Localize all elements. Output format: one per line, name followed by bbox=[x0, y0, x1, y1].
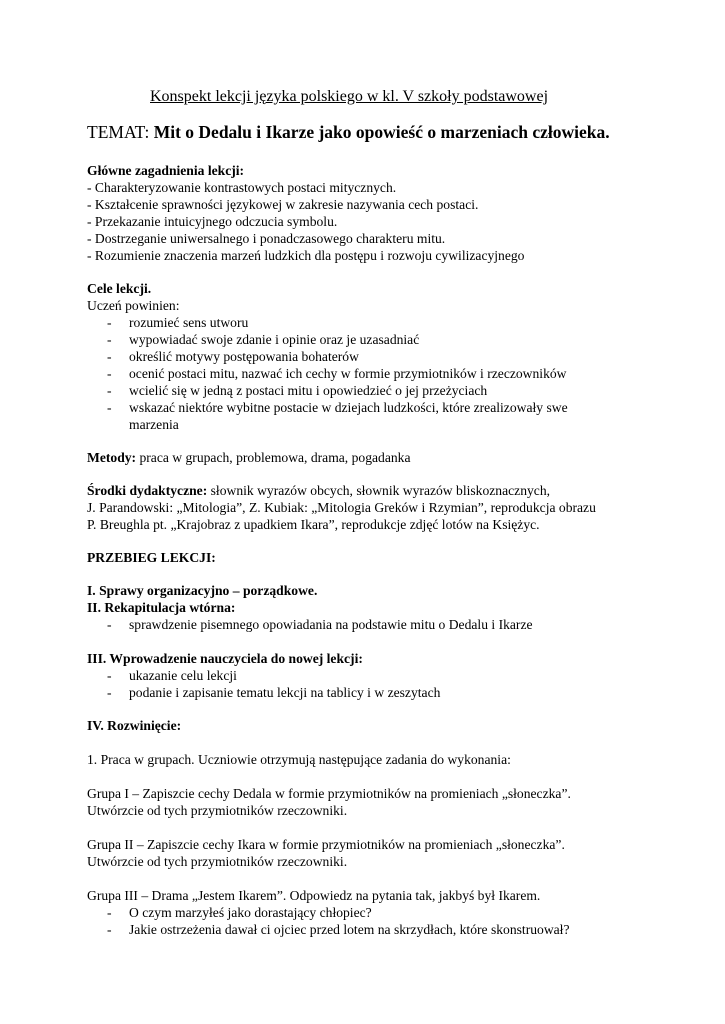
bullet-dash: - bbox=[107, 315, 112, 330]
aids-line-1 bbox=[87, 482, 550, 499]
page-title: Konspekt lekcji języka polskiego w kl. V szkoły podstawowej bbox=[150, 88, 549, 105]
goals-intro: Uczeń powinien: bbox=[87, 298, 180, 313]
main-issue-item: - Charakteryzowanie kontrastowych postaci mitycznych. bbox=[87, 180, 397, 195]
main-issue-item: - Rozumienie znaczenia marzeń ludzkich dla postępu i rozwoju cywilizacyjnego bbox=[87, 248, 525, 263]
goal-item: ocenić postaci mitu, nazwać ich cechy w formie przymiotników i rzeczowników bbox=[129, 366, 567, 381]
bullet-dash: - bbox=[107, 617, 112, 632]
bullet-dash: - bbox=[107, 922, 112, 937]
section-2-heading: II. Rekapitulacja wtórna: bbox=[87, 600, 236, 615]
bullet-dash: - bbox=[107, 400, 112, 415]
lesson-topic bbox=[87, 124, 610, 141]
methods-line bbox=[87, 449, 410, 466]
group-3-question: O czym marzyłeś jako dorastający chłopiec? bbox=[129, 905, 372, 920]
bullet-dash: - bbox=[107, 332, 112, 347]
bullet-dash: - bbox=[107, 366, 112, 381]
section-3-item: podanie i zapisanie tematu lekcji na tablicy i w zeszytach bbox=[129, 685, 441, 700]
goal-item: wskazać niektóre wybitne postacie w dziejach ludzkości, które zrealizowały swe bbox=[129, 400, 568, 415]
course-heading: PRZEBIEG LEKCJI: bbox=[87, 550, 216, 565]
goal-item: wcielić się w jedną z postaci mitu i opowiedzieć o jej przeżyciach bbox=[129, 383, 488, 398]
section-3-item: ukazanie celu lekcji bbox=[129, 668, 237, 683]
bullet-dash: - bbox=[107, 349, 112, 364]
group-1-task-cont: Utwórzcie od tych przymiotników rzeczowniki. bbox=[87, 803, 348, 818]
section-2-item: sprawdzenie pisemnego opowiadania na podstawie mitu o Dedalu i Ikarze bbox=[129, 617, 533, 632]
section-1-heading: I. Sprawy organizacyjno – porządkowe. bbox=[87, 583, 318, 598]
main-issue-item: - Przekazanie intuicyjnego odczucia symbolu. bbox=[87, 214, 338, 229]
topic-text: Mit o Dedalu i Ikarze jako opowieść o marzeniach człowieka. bbox=[153, 122, 610, 142]
goals-heading: Cele lekcji. bbox=[87, 281, 152, 296]
section-4-heading: IV. Rozwinięcie: bbox=[87, 718, 182, 733]
goal-item-continuation: marzenia bbox=[129, 417, 179, 432]
methods-text: praca w grupach, problemowa, drama, pogadanka bbox=[136, 450, 411, 465]
main-issue-item: - Kształcenie sprawności językowej w zakresie nazywania cech postaci. bbox=[87, 197, 479, 212]
group-3-task: Grupa III – Drama „Jestem Ikarem”. Odpowiedz na pytania tak, jakbyś był Ikarem. bbox=[87, 888, 541, 903]
main-issues-heading: Główne zagadnienia lekcji: bbox=[87, 163, 245, 178]
group-1-task: Grupa I – Zapiszcie cechy Dedala w formie przymiotników na promieniach „słoneczka”. bbox=[87, 786, 571, 801]
topic-label: TEMAT: bbox=[87, 122, 150, 142]
aids-line-3: P. Breughla pt. „Krajobraz z upadkiem Ikara”, reprodukcje zdjęć lotów na Księżyc. bbox=[87, 517, 540, 532]
aids-line-2: J. Parandowski: „Mitologia”, Z. Kubiak: „Mitologia Greków i Rzymian”, reprodukcja obrazu bbox=[87, 500, 596, 515]
aids-label: Środki dydaktyczne: bbox=[87, 483, 208, 498]
group-2-task-cont: Utwórzcie od tych przymiotników rzeczowniki. bbox=[87, 854, 348, 869]
group-3-question: Jakie ostrzeżenia dawał ci ojciec przed lotem na skrzydłach, które skonstruował? bbox=[129, 922, 570, 937]
bullet-dash: - bbox=[107, 685, 112, 700]
group-2-task: Grupa II – Zapiszcie cechy Ikara w formie przymiotników na promieniach „słoneczka”. bbox=[87, 837, 565, 852]
group-work-intro: 1. Praca w grupach. Uczniowie otrzymują następujące zadania do wykonania: bbox=[87, 752, 511, 767]
goal-item: rozumieć sens utworu bbox=[129, 315, 249, 330]
goal-item: wypowiadać swoje zdanie i opinie oraz je uzasadniać bbox=[129, 332, 420, 347]
bullet-dash: - bbox=[107, 383, 112, 398]
section-3-heading: III. Wprowadzenie nauczyciela do nowej lekcji: bbox=[87, 651, 363, 666]
bullet-dash: - bbox=[107, 668, 112, 683]
bullet-dash: - bbox=[107, 905, 112, 920]
main-issue-item: - Dostrzeganie uniwersalnego i ponadczasowego charakteru mitu. bbox=[87, 231, 446, 246]
methods-label: Metody: bbox=[87, 450, 137, 465]
aids-text: słownik wyrazów obcych, słownik wyrazów bliskoznacznych, bbox=[207, 483, 551, 498]
goal-item: określić motywy postępowania bohaterów bbox=[129, 349, 359, 364]
